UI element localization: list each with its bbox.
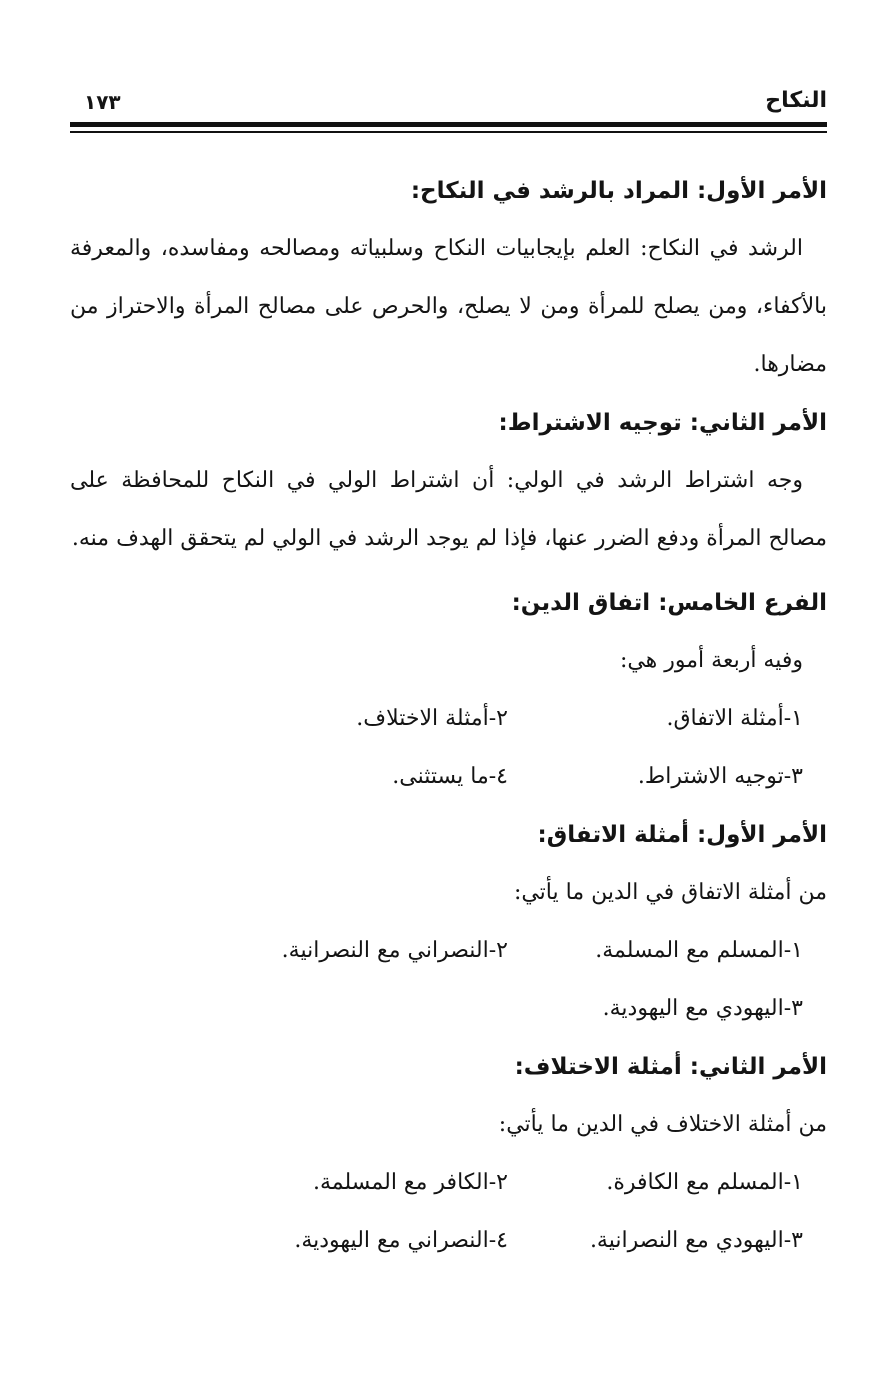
- section-heading-difference-examples: الأمر الثاني: أمثلة الاختلاف:: [514, 1054, 827, 1080]
- page-body: [70, 162, 827, 1270]
- intro-four-matters: وفيه أربعة أمور هي:: [619, 648, 803, 673]
- list-item: ٢-أمثلة الاختلاف.: [356, 706, 508, 731]
- list-item: ٤-النصراني مع اليهودية.: [294, 1228, 508, 1253]
- section-heading-condition-rationale: الأمر الثاني: توجيه الاشتراط:: [498, 410, 827, 436]
- list-item: ٢-الكافر مع المسلمة.: [312, 1170, 508, 1195]
- section-heading-rushd-meaning: الأمر الأول: المراد بالرشد في النكاح:: [410, 178, 827, 204]
- page-number: ١٧٣: [84, 90, 121, 114]
- list-row: [70, 922, 827, 980]
- list-item: ١-المسلم مع الكافرة.: [606, 1170, 803, 1195]
- intro-agreement-examples: من أمثلة الاتفاق في الدين ما يأتي:: [513, 880, 827, 905]
- section-heading-religion-agreement: الفرع الخامس: اتفاق الدين:: [511, 590, 827, 616]
- paragraph-rushd-definition: الرشد في النكاح: العلم بإيجابيات النكاح وسلبياته ومصالحه ومفاسده، والمعرفة بالأكفاء، ومن يصلح للمرأة ومن لا يصلح، والحرص على مصالح المرأة والاحتراز من مضارها.: [70, 236, 827, 377]
- header-rule-thin: [70, 131, 827, 133]
- list-row: [70, 1154, 827, 1212]
- list-item: ١-المسلم مع المسلمة.: [595, 938, 803, 963]
- paragraph-condition-rationale: وجه اشتراط الرشد في الولي: أن اشتراط الولي في النكاح للمحافظة على مصالح المرأة ودفع الضرر عنها، فإذا لم يوجد الرشد في الولي لم يتحقق الهدف منه.: [70, 468, 827, 551]
- list-row: [70, 1212, 827, 1270]
- section-heading-agreement-examples: الأمر الأول: أمثلة الاتفاق:: [537, 822, 827, 848]
- list-row: [70, 690, 827, 748]
- running-title: النكاح: [765, 88, 827, 113]
- list-item: ٣-اليهودي مع اليهودية.: [602, 996, 803, 1021]
- page-header: [70, 88, 827, 118]
- list-item: ٣-اليهودي مع النصرانية.: [589, 1228, 803, 1253]
- list-item: ٤-ما يستثنى.: [392, 764, 508, 789]
- list-item: ٣-توجيه الاشتراط.: [637, 764, 803, 789]
- intro-difference-examples: من أمثلة الاختلاف في الدين ما يأتي:: [498, 1112, 827, 1137]
- header-rule-thick: [70, 122, 827, 127]
- list-item: ٢-النصراني مع النصرانية.: [281, 938, 508, 963]
- book-page: [70, 0, 827, 1389]
- list-item: ١-أمثلة الاتفاق.: [666, 706, 803, 731]
- list-row: [70, 748, 827, 806]
